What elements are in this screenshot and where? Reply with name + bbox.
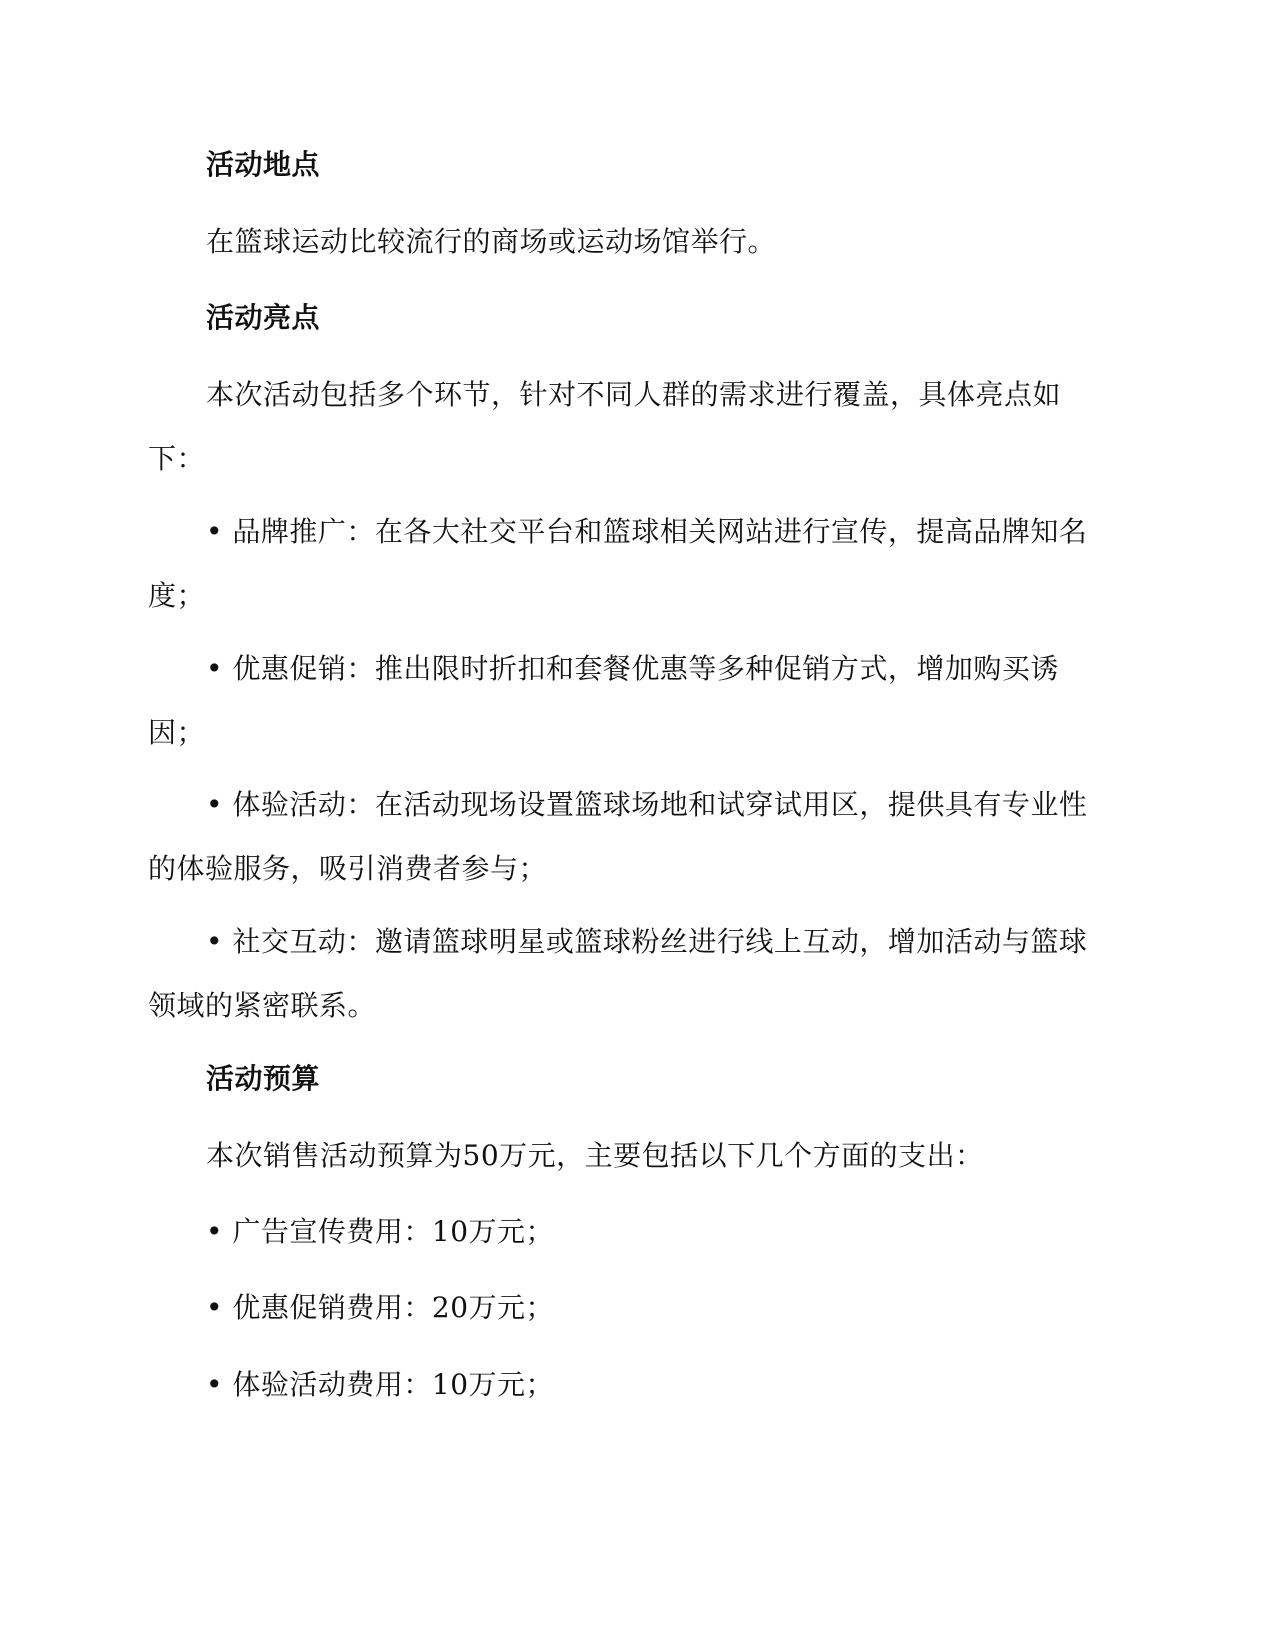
- budget-item-experience: • 体验活动费用：10万元；: [206, 1368, 555, 1401]
- highlights-heading: 活动亮点: [206, 301, 321, 334]
- highlight-item-experience: • 体验活动：在活动现场设置篮球场地和试穿试用区，提供具有专业性的体验服务，吸引消费者参与；: [148, 788, 1088, 885]
- highlight-item-promotion: • 优惠促销：推出限时折扣和套餐优惠等多种促销方式，增加购买诱因；: [148, 652, 1059, 749]
- budget-item-promotion: • 优惠促销费用：20万元；: [206, 1291, 555, 1324]
- highlights-intro: 本次活动包括多个环节，针对不同人群的需求进行覆盖，具体亮点如下：: [148, 378, 1062, 475]
- budget-item-advertising: • 广告宣传费用：10万元；: [206, 1215, 555, 1248]
- budget-intro: 本次销售活动预算为50万元，主要包括以下几个方面的支出：: [206, 1139, 984, 1172]
- highlight-item-social: • 社交互动：邀请篮球明星或篮球粉丝进行线上互动，增加活动与篮球领域的紧密联系。: [148, 925, 1088, 1022]
- location-heading: 活动地点: [206, 148, 321, 181]
- budget-heading: 活动预算: [206, 1062, 321, 1095]
- location-text: 在篮球运动比较流行的商场或运动场馆举行。: [206, 225, 777, 258]
- highlight-item-brand: • 品牌推广：在各大社交平台和篮球相关网站进行宣传，提高品牌知名度；: [148, 515, 1088, 612]
